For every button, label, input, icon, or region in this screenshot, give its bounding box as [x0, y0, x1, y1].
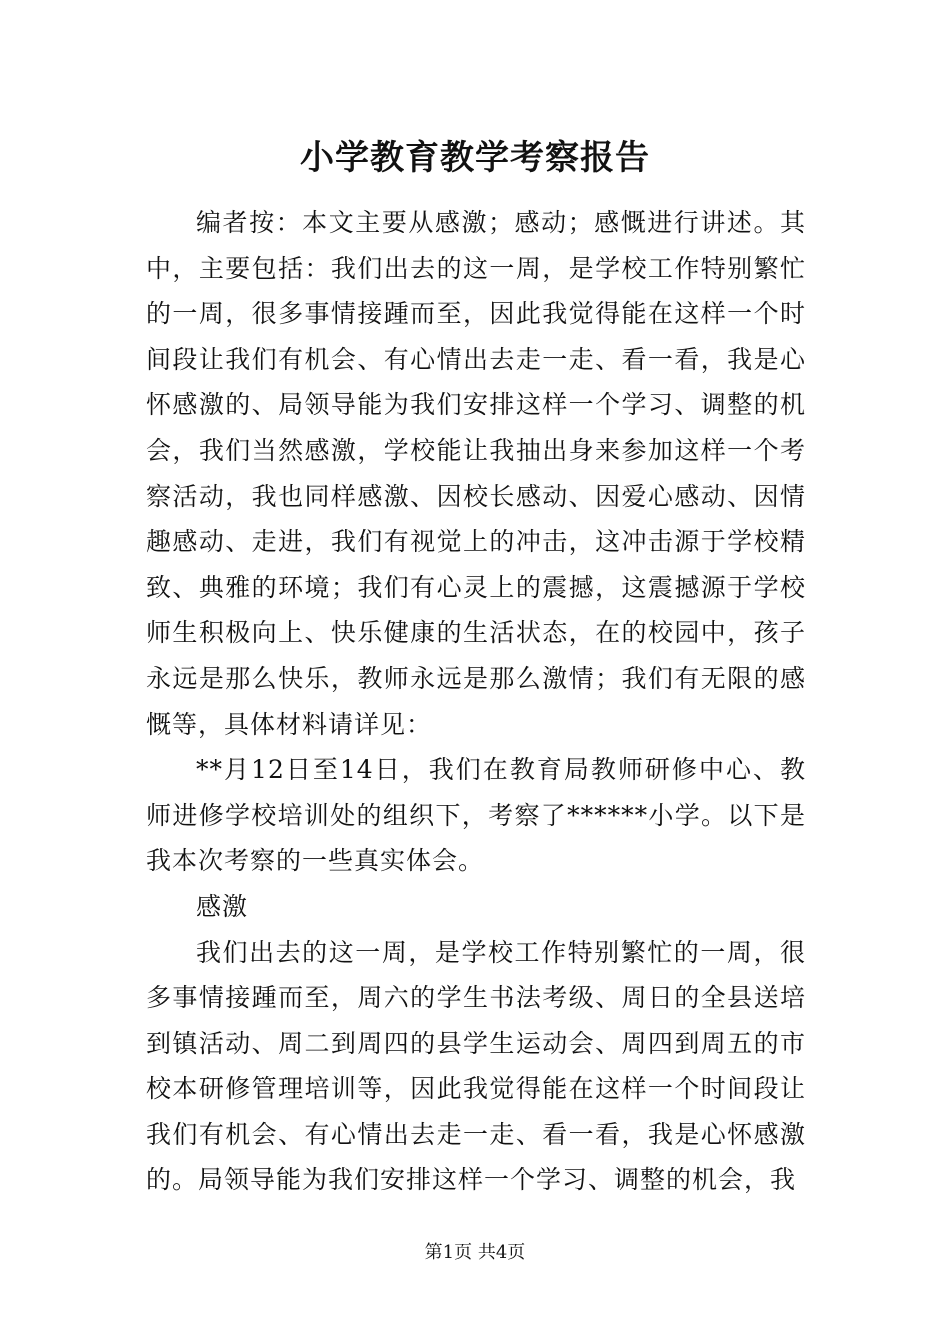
- document-title: 小学教育教学考察报告: [300, 138, 650, 178]
- editor-note-paragraph: 编者按：本文主要从感激；感动；感慨进行讲述。其中，主要包括：我们出去的这一周，是学校工作特别繁忙的一周，很多事情接踵而至，因此我觉得能在这样一个时间段让我们有机会、有心情出去走一走、看一看，我是心怀感激的、局领导能为我们安排这样一个学习、调整的机会，我们当然感激，学校能让我抽出身来参加这样一个考察活动，我也同样感激、因校长感动、因爱心感动、因情趣感动、走进，我们有视觉上的冲击，这冲击源于学校精致、典雅的环境；我们有心灵上的震撼，这震撼源于学校师生积极向上、快乐健康的生活状态，在的校园中，孩子永远是那么快乐，教师永远是那么激情；我们有无限的感慨等，具体材料请详见：: [146, 208, 806, 739]
- section-heading-gratitude: 感激: [196, 891, 249, 921]
- gratitude-paragraph: 我们出去的这一周，是学校工作特别繁忙的一周，很多事情接踵而至，周六的学生书法考级、周日的全县送培到镇活动、周二到周四的县学生运动会、周四到周五的市校本研修管理培训等，因此我觉得能在这样一个时间段让我们有机会、有心情出去走一走、看一看，我是心怀感激的。局领导能为我们安排这样一个学习、调整的机会，我: [146, 937, 806, 1195]
- intro-paragraph: **月12日至14日，我们在教育局教师研修中心、教师进修学校培训处的组织下，考察了******小学。以下是我本次考察的一些真实体会。: [146, 755, 806, 876]
- page-number-footer: 第1页 共4页: [424, 1242, 526, 1263]
- document-body: [146, 200, 806, 1203]
